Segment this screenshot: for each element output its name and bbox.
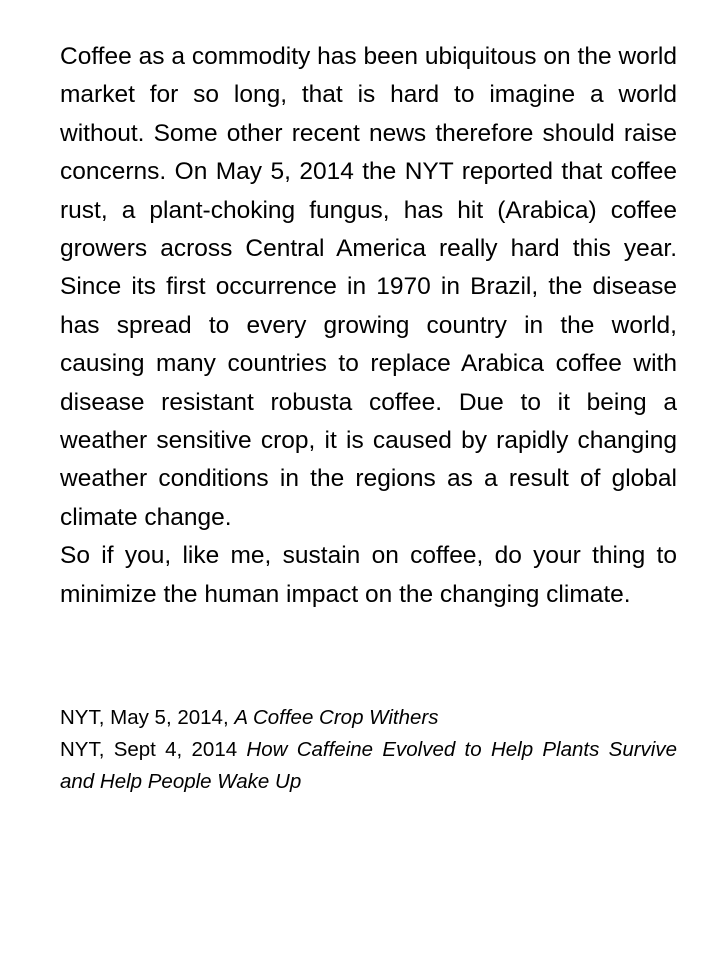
- paragraph-call-to-action: So if you, like me, sustain on coffee, do your thing to minimize the human impact on the changing climate.: [60, 542, 677, 608]
- reference-item: [60, 734, 677, 798]
- references-section: [60, 702, 677, 798]
- article-body: [60, 38, 677, 614]
- reference-title: A Coffee Crop Withers: [234, 706, 439, 730]
- reference-item: [60, 702, 677, 734]
- reference-source: NYT, Sept 4, 2014: [60, 738, 247, 762]
- paragraph-coffee-rust: Coffee as a commodity has been ubiquitous on the world market for so long, that is hard to imagine a world without. Some other recent news therefore should raise concerns. On May 5, 2014 the NYT reported that coffee rust, a plant-choking fungus, has hit (Arabica) coffee growers across Central America really hard this year. Since its first occurrence in 1970 in Brazil, the disease has spread to every growing country in the world, causing many countries to replace Arabica coffee with disease resistant robusta coffee. Due to it being a weather sensitive crop, it is caused by rapidly changing weather conditions in the regions as a result of global climate change.: [60, 43, 677, 531]
- document-page: [60, 38, 677, 798]
- reference-source: NYT, May 5, 2014,: [60, 706, 235, 730]
- reference-title: How Caffeine Evolved to Help Plants Survive and Help People Wake Up: [60, 738, 677, 794]
